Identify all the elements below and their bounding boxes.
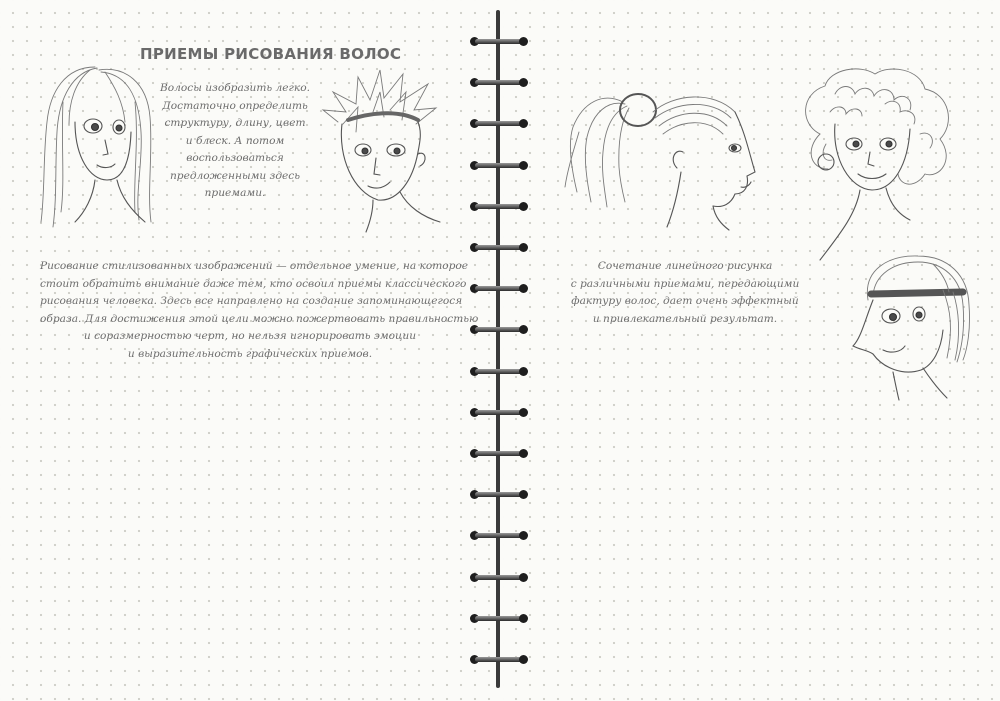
binding-ring [470,201,528,213]
text-line: приемами. [204,187,266,199]
binding-ring [470,613,528,625]
binding-ring [470,118,528,130]
dreadlocks-ponytail-illustration [563,82,763,232]
text-line: и соразмерностью черт, но нельзя игнорировать эмоции [83,330,417,342]
left-page [0,0,497,701]
binding-ring [470,36,528,48]
binding-ring [470,530,528,542]
text-line: фактуру волос, дает очень эффектный [571,295,799,307]
stylized-paragraph [40,258,479,363]
text-line: воспользоваться [186,152,284,164]
line-drawing-paragraph [560,258,810,328]
binding-ring [470,77,528,89]
text-line: с различными приемами, передающими [570,277,800,290]
binding-ring [470,448,528,460]
page-title: ПРИЕМЫ РИСОВАНИЯ ВОЛОС [140,45,402,63]
text-line: Достаточно определить [162,99,308,112]
long-straight-hair-illustration [35,62,165,232]
text-line: и выразительность графических приемов. [127,347,373,360]
text-line: стоит обратить внимание даже тем, кто освоил приемы классического [40,277,467,290]
binding-ring [470,407,528,419]
text-line: рисования человека. Здесь все направлено на создание запоминающегося [40,295,463,307]
text-line: образа. Для достижения этой цели можно пожертвовать правильностью [40,312,479,325]
binding-ring [470,489,528,501]
bob-bangs-illustration [843,250,978,400]
text-line: и блеск. А потом [185,134,285,147]
notebook-spine [496,10,500,688]
binding-ring [470,324,528,336]
binding-ring [470,572,528,584]
binding-ring [470,283,528,295]
text-line: Волосы изобразить легко. [160,82,310,94]
binding-ring [470,366,528,378]
curly-afro-illustration [790,64,960,264]
spiky-hair-illustration [318,62,448,242]
text-line: предложенными здесь [169,169,301,182]
text-line: Рисование стилизованных изображений — отдельное умение, на которое [40,260,469,272]
text-line: структуру, длину, цвет [164,117,306,129]
intro-paragraph [160,80,310,203]
text-line: Сочетание линейного рисунка [597,260,773,272]
binding-ring [470,160,528,172]
binding-ring [470,242,528,254]
binding-ring [470,654,528,666]
text-line: и привлекательный результат. [592,312,778,325]
